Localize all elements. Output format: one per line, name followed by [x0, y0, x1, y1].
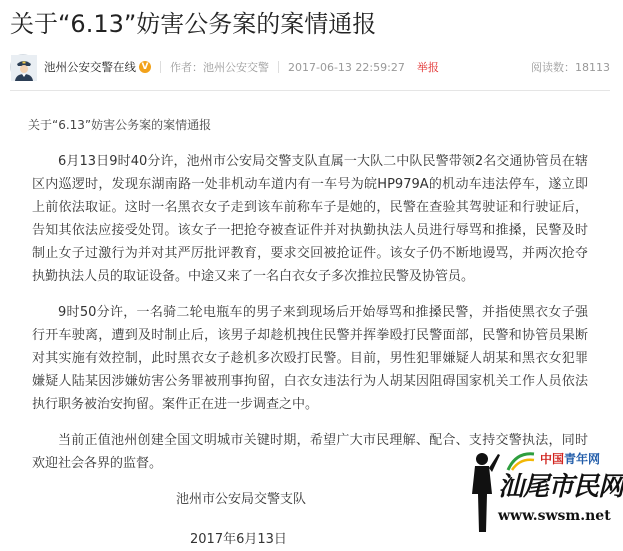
watermark-script: 汕尾市民网	[498, 472, 623, 502]
publish-timestamp: 2017-06-13 22:59:27	[288, 60, 405, 74]
read-count: 阅读数：18113	[531, 61, 610, 74]
article-lead: 关于“6.13”妨害公务案的案情通报	[28, 118, 212, 132]
article-paragraph: 9时50分许，一名骑二轮电瓶车的男子来到现场后开始辱骂和推搡民警，并指使黑衣女子强行开车驶离，遭到及时制止后，该男子却趁机拽住民警并挥拳殴打民警面部，民警和协管员果断对其实施有效控制，此时黑衣女子趁机多次殴打民警。目前，男性犯罪嫌疑人胡某和黑衣女犯罪嫌疑人陆某因涉嫌妨害公务罪被刑事拘留，白衣女违法行为人胡某因阻碍国家机关工作人员依法执行职务被治安拘留。案件正在进一步调查之中。	[32, 305, 588, 412]
article-title: 关于“6.13”妨害公务案的案情通报	[10, 10, 377, 38]
watermark-url: www.swsm.net	[498, 508, 611, 524]
watermark-site-name	[540, 450, 600, 467]
article-paragraph: 当前正值池州创建全国文明城市关键时期，希望广大市民理解、配合、支持交警执法，同时欢迎社会各界的监督。	[32, 433, 588, 471]
site-watermark	[462, 448, 623, 534]
author-name-link[interactable]: 池州公安交警在线	[44, 60, 136, 74]
soldier-silhouette-icon	[462, 450, 502, 534]
author-label: 作者：池州公安交警	[170, 61, 269, 74]
article-paragraph: 6月13日9时40分许，池州市公安局交警支队直属一大队二中队民警带领2名交通协管员在辖区内巡逻时，发现东湖南路一处非机动车道内有一车号为皖HP979A的机动车违法停车，遂立即上前依法取证。这时一名黑衣女子走到该车前称车子是她的，民警在查验其驾驶证和行驶证后，告知其依法应接受处罚。该女子一把抢夺被查证件并对执勤执法人员进行辱骂和推搡，民警及时制止女子过激行为并对其严厉批评教育，要求交回被抢证件。该女子仍不断地谩骂，并两次抢夺执勤执法人员的取证设备。中途又来了一名白衣女子多次推拉民警及协管员。	[32, 154, 588, 284]
header-divider	[10, 90, 610, 91]
verified-badge-icon: V	[139, 61, 151, 73]
report-link[interactable]: 举报	[416, 61, 439, 74]
watermark-site-prefix: 中国	[540, 452, 565, 466]
signature-date: 2017年6月13日	[190, 532, 287, 547]
police-officer-avatar-icon[interactable]	[10, 54, 36, 80]
article-meta-bar	[10, 52, 610, 82]
watermark-site-suffix: 青年网	[564, 452, 601, 466]
meta-divider	[160, 61, 161, 73]
meta-divider	[278, 61, 279, 73]
signature-org: 池州市公安局交警支队	[176, 492, 307, 507]
